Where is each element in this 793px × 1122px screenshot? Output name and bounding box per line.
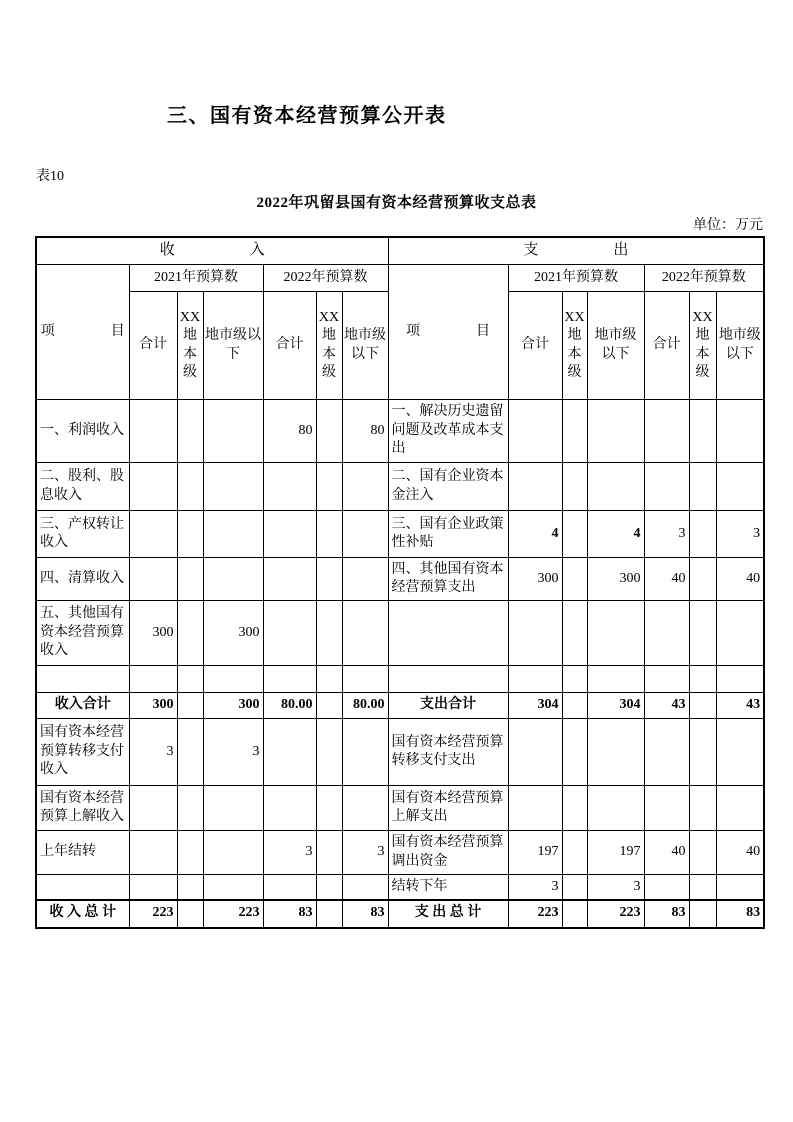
value-cell (177, 666, 203, 693)
value-cell (177, 831, 203, 875)
value-cell (177, 601, 203, 666)
item-label-right: 国有资本经营预算上解支出 (388, 786, 508, 831)
value-cell (263, 511, 316, 558)
value-cell: 40 (644, 831, 689, 875)
value-cell: 300 (587, 558, 644, 601)
value-cell: 40 (644, 558, 689, 601)
subheader-total: 合计 (508, 292, 562, 400)
value-cell: 83 (716, 900, 764, 928)
value-cell (129, 786, 177, 831)
value-cell (562, 463, 587, 511)
value-cell (508, 601, 562, 666)
unit-note: 单位：万元 (693, 218, 763, 233)
value-cell (342, 666, 388, 693)
value-cell (689, 875, 716, 900)
value-cell: 3 (716, 511, 764, 558)
value-cell: 40 (716, 831, 764, 875)
value-cell (263, 875, 316, 900)
item-header-right: 项 目 (388, 265, 508, 400)
item-label-right: 支出合计 (388, 693, 508, 719)
value-cell (203, 831, 263, 875)
value-cell (562, 601, 587, 666)
value-cell (562, 511, 587, 558)
table-row (36, 463, 764, 511)
value-cell (689, 900, 716, 928)
item-label-right: 国有资本经营预算转移支付支出 (388, 719, 508, 786)
value-cell: 3 (342, 831, 388, 875)
table-row (36, 831, 764, 875)
table-row (36, 511, 764, 558)
value-cell (177, 875, 203, 900)
value-cell: 304 (508, 693, 562, 719)
item-label-left: 上年结转 (36, 831, 129, 875)
table-row (36, 786, 764, 831)
value-cell (316, 900, 342, 928)
value-cell (644, 875, 689, 900)
table-body (36, 400, 764, 928)
value-cell (129, 558, 177, 601)
value-cell (587, 463, 644, 511)
year-2022-header-left: 2022年预算数 (263, 265, 388, 292)
value-cell (689, 693, 716, 719)
value-cell: 4 (587, 511, 644, 558)
item-label-right: 结转下年 (388, 875, 508, 900)
value-cell (587, 719, 644, 786)
value-cell (716, 601, 764, 666)
value-cell: 43 (716, 693, 764, 719)
table-row (36, 719, 764, 786)
value-cell (263, 558, 316, 601)
section-title: 三、国有资本经营预算公开表 (167, 105, 447, 127)
value-cell (508, 666, 562, 693)
subheader-prefecture-level: XX地本级 (562, 292, 587, 400)
value-cell (562, 875, 587, 900)
value-cell (263, 463, 316, 511)
year-2021-header-left: 2021年预算数 (129, 265, 263, 292)
value-cell: 3 (129, 719, 177, 786)
value-cell (716, 463, 764, 511)
expenditure-banner: 支 出 (388, 237, 764, 265)
item-label-right: 国有资本经营预算调出资金 (388, 831, 508, 875)
table-title: 2022年巩留县国有资本经营预算收支总表 (256, 195, 537, 211)
value-cell (316, 666, 342, 693)
budget-table (35, 236, 765, 929)
value-cell (316, 601, 342, 666)
value-cell: 223 (129, 900, 177, 928)
value-cell: 3 (203, 719, 263, 786)
value-cell: 80 (263, 400, 316, 463)
subheader-below-city: 地市级以下 (716, 292, 764, 400)
value-cell (644, 666, 689, 693)
value-cell: 80.00 (342, 693, 388, 719)
value-cell (689, 400, 716, 463)
value-cell: 43 (644, 693, 689, 719)
table-row (36, 601, 764, 666)
value-cell (689, 463, 716, 511)
subheader-total: 合计 (644, 292, 689, 400)
value-cell (203, 400, 263, 463)
value-cell (316, 719, 342, 786)
value-cell (203, 666, 263, 693)
value-cell (689, 719, 716, 786)
subheader-below-city: 地市级以下 (587, 292, 644, 400)
value-cell: 4 (508, 511, 562, 558)
value-cell: 197 (508, 831, 562, 875)
table-row (36, 875, 764, 900)
value-cell (644, 719, 689, 786)
value-cell (689, 831, 716, 875)
value-cell (342, 463, 388, 511)
value-cell (716, 719, 764, 786)
value-cell (316, 400, 342, 463)
item-label-left: 收入合计 (36, 693, 129, 719)
item-label-left: 一、利润收入 (36, 400, 129, 463)
item-header-left: 项 目 (36, 265, 129, 400)
item-label-left: 二、股利、股息收入 (36, 463, 129, 511)
value-cell (508, 786, 562, 831)
value-cell (177, 511, 203, 558)
value-cell (316, 558, 342, 601)
table-number-label: 表10 (36, 169, 64, 184)
value-cell (644, 786, 689, 831)
value-cell: 80 (342, 400, 388, 463)
banner-row (36, 237, 764, 265)
subheader-prefecture-level: XX地本级 (316, 292, 342, 400)
value-cell (263, 601, 316, 666)
value-cell (562, 666, 587, 693)
value-cell (508, 463, 562, 511)
item-label-right: 四、其他国有资本经营预算支出 (388, 558, 508, 601)
item-label-right: 一、解决历史遗留问题及改革成本支出 (388, 400, 508, 463)
value-cell (177, 463, 203, 511)
value-cell (587, 400, 644, 463)
subheader-total: 合计 (129, 292, 177, 400)
value-cell: 80.00 (263, 693, 316, 719)
value-cell (129, 831, 177, 875)
table-row (36, 666, 764, 693)
value-cell (129, 463, 177, 511)
value-cell (644, 601, 689, 666)
subheader-below-city: 地市级以下 (342, 292, 388, 400)
value-cell (587, 666, 644, 693)
value-cell (342, 601, 388, 666)
value-cell (203, 558, 263, 601)
value-cell (644, 463, 689, 511)
value-cell (177, 693, 203, 719)
value-cell (562, 900, 587, 928)
value-cell: 3 (644, 511, 689, 558)
value-cell (508, 719, 562, 786)
value-cell (263, 666, 316, 693)
value-cell (716, 786, 764, 831)
subheader-below-city: 地市级以下 (203, 292, 263, 400)
item-label-left: 五、其他国有资本经营预算收入 (36, 601, 129, 666)
value-cell (689, 666, 716, 693)
value-cell: 83 (263, 900, 316, 928)
value-cell (129, 400, 177, 463)
value-cell (203, 511, 263, 558)
value-cell (562, 693, 587, 719)
value-cell (587, 786, 644, 831)
value-cell (508, 400, 562, 463)
year-2022-header-right: 2022年预算数 (644, 265, 764, 292)
value-cell (562, 786, 587, 831)
value-cell (342, 875, 388, 900)
year-2021-header-right: 2021年预算数 (508, 265, 644, 292)
value-cell (177, 786, 203, 831)
value-cell (716, 875, 764, 900)
item-label-left: 国有资本经营预算上解收入 (36, 786, 129, 831)
year-header-row (36, 265, 764, 292)
value-cell (316, 463, 342, 511)
value-cell: 300 (508, 558, 562, 601)
value-cell (203, 786, 263, 831)
value-cell (562, 400, 587, 463)
value-cell (689, 558, 716, 601)
value-cell (342, 511, 388, 558)
table-row (36, 558, 764, 601)
value-cell (263, 786, 316, 831)
value-cell (342, 558, 388, 601)
value-cell: 223 (508, 900, 562, 928)
item-label-right (388, 666, 508, 693)
value-cell (177, 719, 203, 786)
item-label-right: 支 出 总 计 (388, 900, 508, 928)
value-cell: 3 (263, 831, 316, 875)
item-label-left (36, 875, 129, 900)
value-cell: 300 (129, 601, 177, 666)
value-cell (203, 875, 263, 900)
value-cell (203, 463, 263, 511)
value-cell (177, 558, 203, 601)
value-cell: 223 (203, 900, 263, 928)
item-label-left: 国有资本经营预算转移支付收入 (36, 719, 129, 786)
value-cell (562, 831, 587, 875)
table-row (36, 400, 764, 463)
table-row (36, 693, 764, 719)
value-cell (716, 666, 764, 693)
value-cell (263, 719, 316, 786)
value-cell (342, 786, 388, 831)
item-label-left (36, 666, 129, 693)
value-cell (129, 666, 177, 693)
value-cell (316, 875, 342, 900)
item-label-right: 二、国有企业资本金注入 (388, 463, 508, 511)
value-cell: 300 (203, 693, 263, 719)
value-cell (316, 693, 342, 719)
value-cell: 40 (716, 558, 764, 601)
value-cell (129, 875, 177, 900)
value-cell: 83 (342, 900, 388, 928)
value-cell: 3 (508, 875, 562, 900)
value-cell (177, 900, 203, 928)
subheader-total: 合计 (263, 292, 316, 400)
item-label-right: 三、国有企业政策性补贴 (388, 511, 508, 558)
value-cell: 83 (644, 900, 689, 928)
item-label-left: 四、清算收入 (36, 558, 129, 601)
item-label-right (388, 601, 508, 666)
value-cell (716, 400, 764, 463)
subheader-prefecture-level: XX地本级 (177, 292, 203, 400)
value-cell (316, 511, 342, 558)
value-cell (316, 831, 342, 875)
value-cell (689, 601, 716, 666)
value-cell (562, 558, 587, 601)
table-row (36, 900, 764, 928)
value-cell (177, 400, 203, 463)
value-cell (689, 511, 716, 558)
value-cell (587, 601, 644, 666)
value-cell: 304 (587, 693, 644, 719)
item-label-left: 三、产权转让收入 (36, 511, 129, 558)
revenue-banner: 收 入 (36, 237, 388, 265)
value-cell: 300 (203, 601, 263, 666)
value-cell: 223 (587, 900, 644, 928)
value-cell (342, 719, 388, 786)
value-cell (644, 400, 689, 463)
value-cell (562, 719, 587, 786)
item-label-left: 收 入 总 计 (36, 900, 129, 928)
value-cell: 300 (129, 693, 177, 719)
value-cell (316, 786, 342, 831)
value-cell: 197 (587, 831, 644, 875)
value-cell (689, 786, 716, 831)
subheader-prefecture-level: XX地本级 (689, 292, 716, 400)
value-cell: 3 (587, 875, 644, 900)
table-header (36, 237, 764, 400)
value-cell (129, 511, 177, 558)
